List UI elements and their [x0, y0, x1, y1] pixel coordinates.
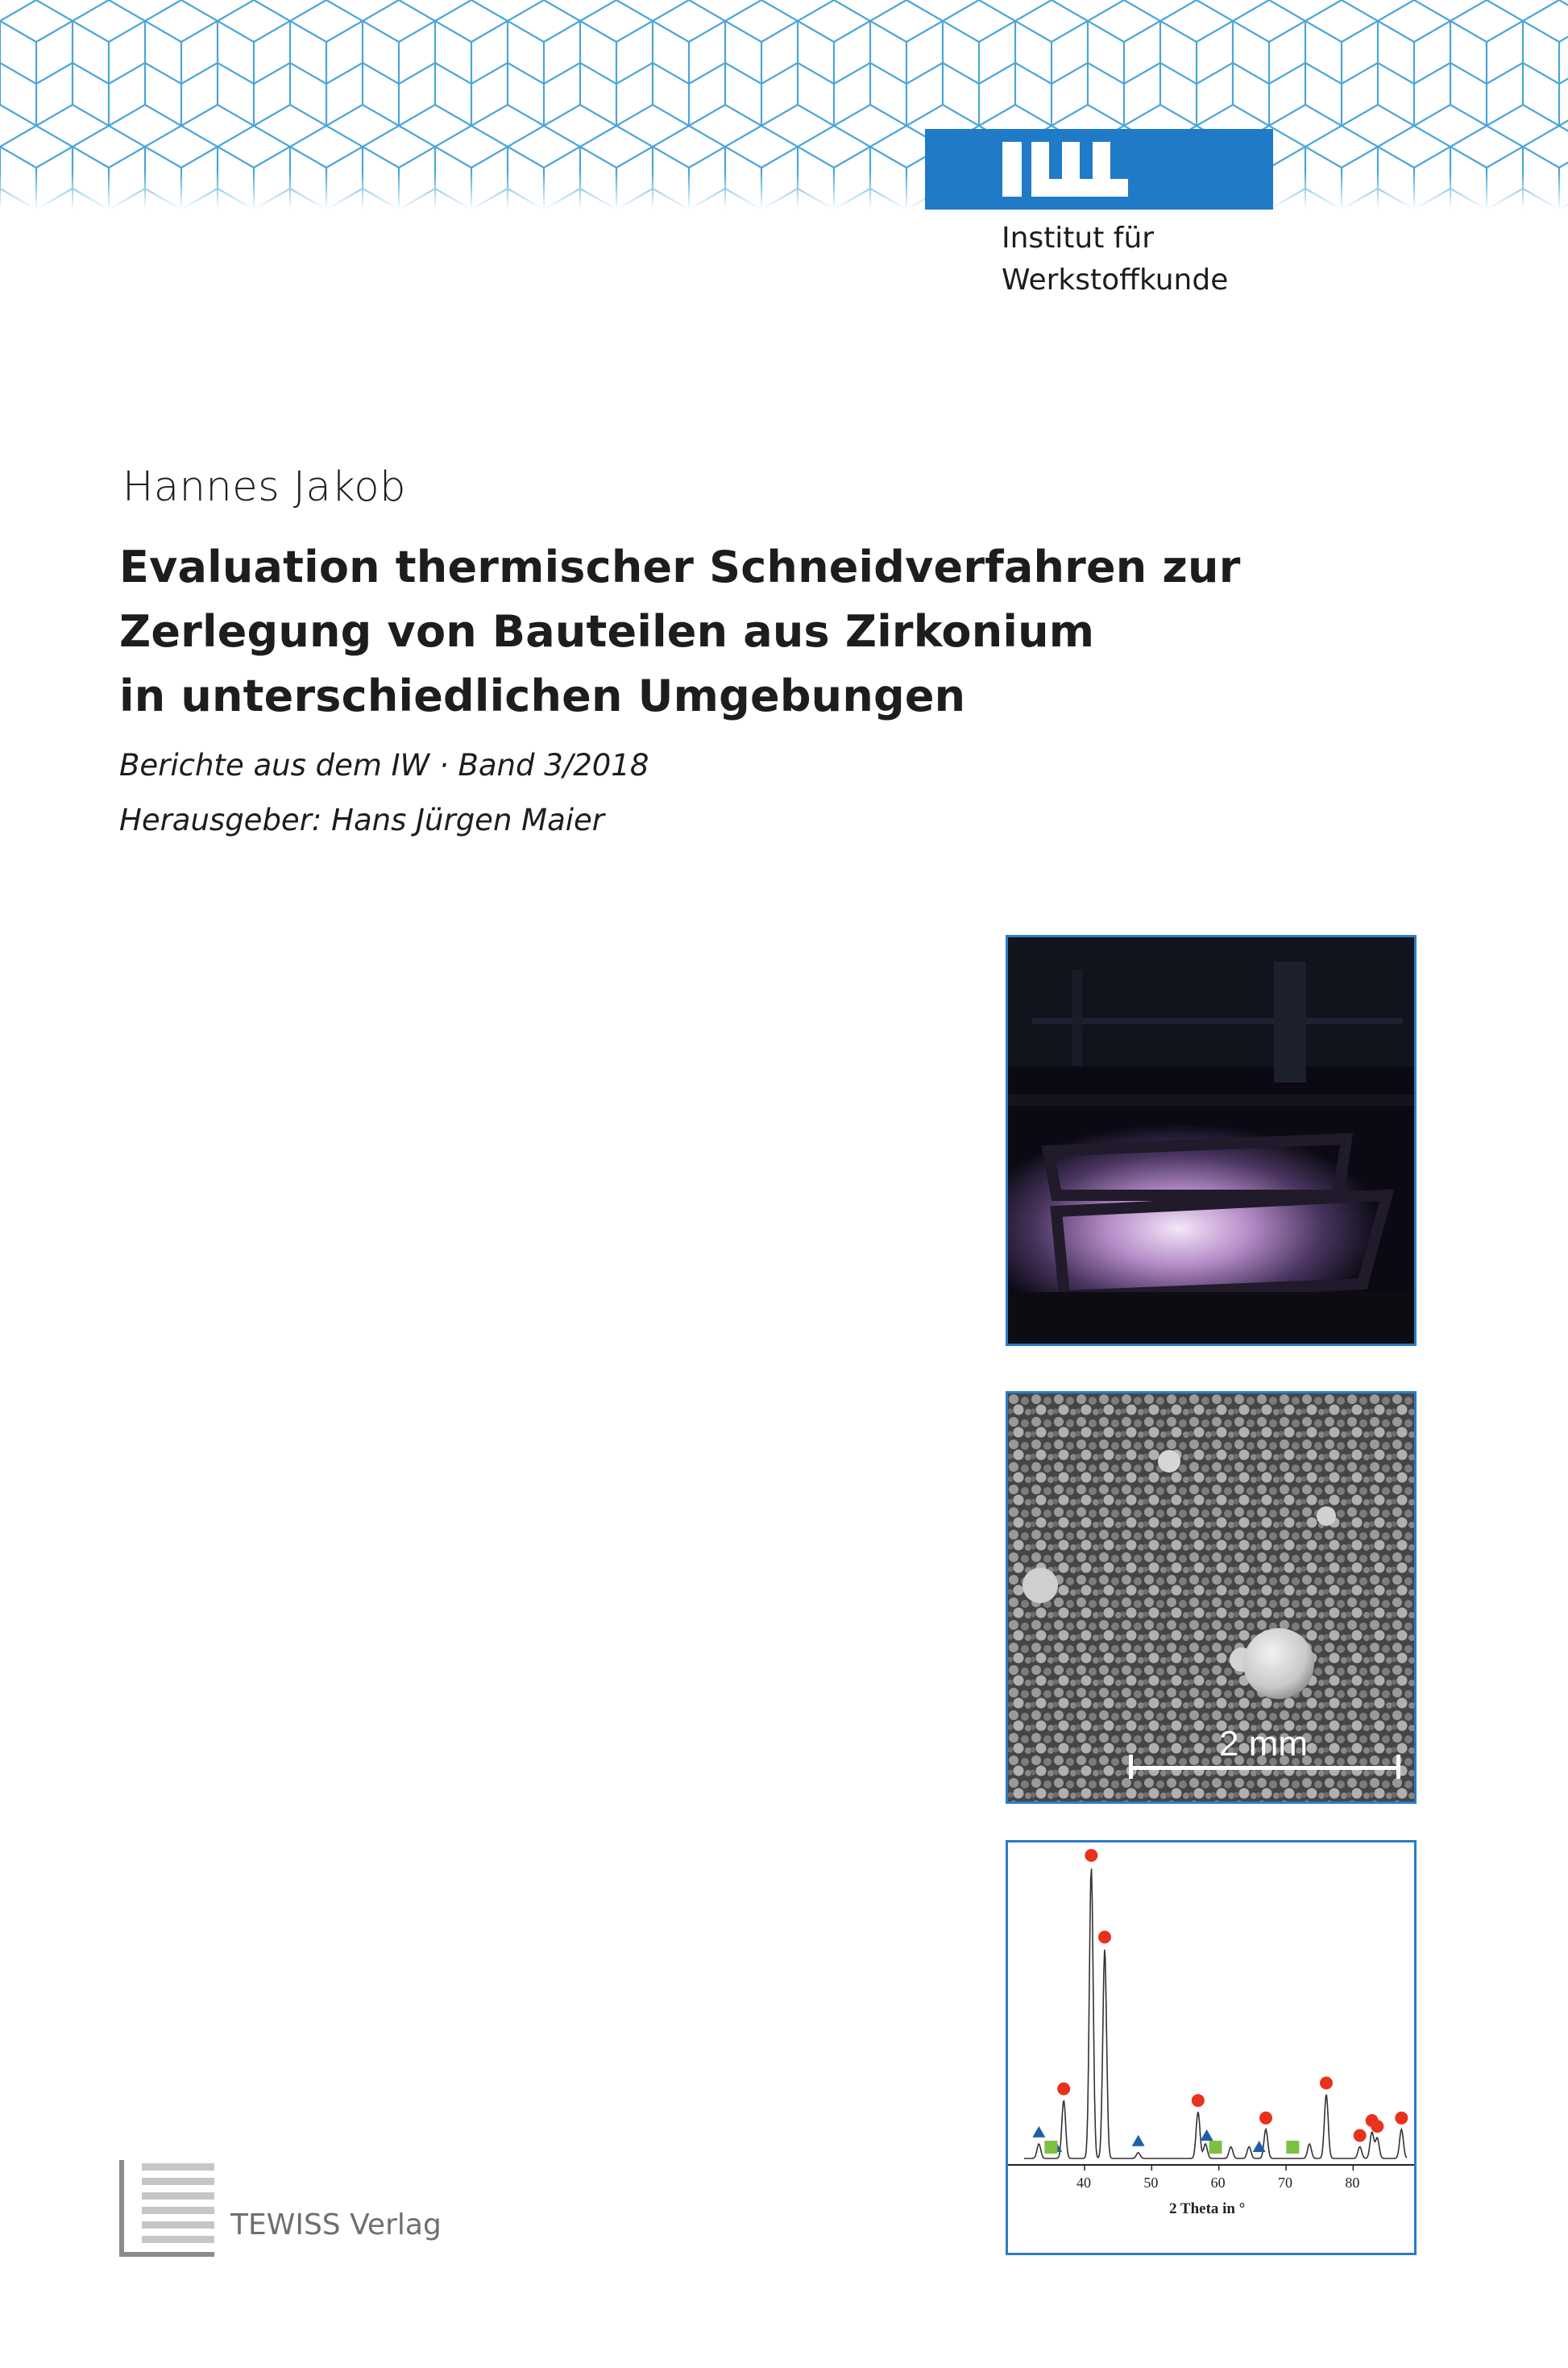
phase-marker-circle: [1085, 1849, 1097, 1862]
phase-marker-circle: [1395, 2112, 1408, 2125]
series-info: Berichte aus dem IW · Band 3/2018: [119, 748, 649, 783]
particle-micrograph-photo: [1006, 1391, 1417, 1804]
phase-marker-circle: [1354, 2129, 1367, 2142]
book-title-line-2: Zerlegung von Bauteilen aus Zirkonium: [119, 606, 1095, 657]
phase-marker-circle: [1057, 2083, 1070, 2096]
phase-marker-circle: [1192, 2094, 1205, 2107]
x-tick-label: 50: [1143, 2175, 1159, 2191]
phase-marker-square: [1209, 2141, 1222, 2154]
x-tick-label: 40: [1076, 2175, 1091, 2191]
tewiss-logo-icon: [119, 2160, 224, 2257]
book-title-line-3: in unterschiedlichen Umgebungen: [119, 671, 966, 721]
phase-marker-circle: [1259, 2112, 1272, 2125]
cube-pattern-background: [0, 0, 1568, 210]
phase-marker-square: [1044, 2141, 1057, 2154]
xrd-diffractogram-chart: [1006, 1840, 1417, 2255]
x-tick-label: 60: [1210, 2175, 1226, 2191]
x-axis-label: 2 Theta in °: [1169, 2200, 1246, 2217]
iw-logo-icon: [1002, 142, 1131, 197]
scale-bar-label: 2 mm: [1219, 1724, 1308, 1764]
x-tick-label: 80: [1345, 2175, 1360, 2191]
author-name: Hannes Jakob: [122, 463, 406, 511]
x-tick-label: 70: [1278, 2175, 1292, 2191]
institute-name-line2: Werkstoffkunde: [1002, 264, 1229, 297]
cutting-chamber-photo: [1006, 935, 1417, 1346]
phase-marker-triangle: [1132, 2135, 1145, 2146]
editor-info: Herausgeber: Hans Jürgen Maier: [119, 803, 605, 837]
institute-name-line1: Institut für: [1002, 222, 1155, 255]
iw-logo: [925, 129, 1273, 210]
book-title-line-1: Evaluation thermischer Schneidverfahren zur: [119, 542, 1241, 592]
phase-marker-circle: [1371, 2120, 1383, 2133]
phase-marker-circle: [1320, 2076, 1333, 2089]
phase-marker-circle: [1098, 1930, 1111, 1943]
diffractogram-trace: [1024, 1868, 1407, 2158]
phase-marker-triangle: [1201, 2129, 1213, 2141]
publisher-name: TEWISS Verlag: [230, 2208, 442, 2241]
phase-marker-square: [1286, 2141, 1299, 2154]
phase-marker-triangle: [1032, 2126, 1045, 2137]
